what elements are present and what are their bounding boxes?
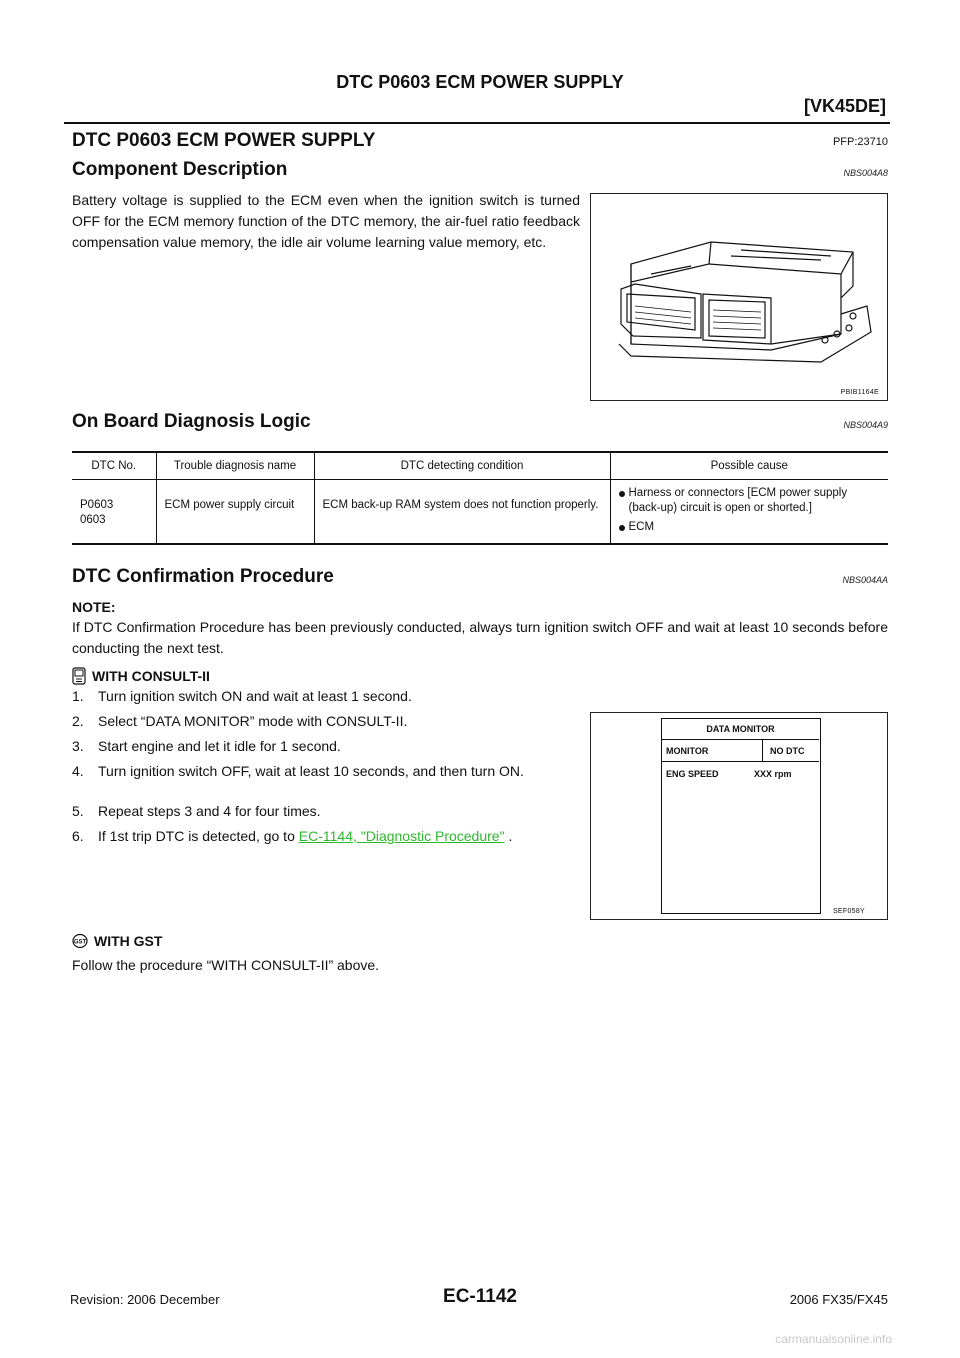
table-header-condition: DTC detecting condition — [314, 452, 610, 480]
diagnostic-procedure-link[interactable]: EC-1144, "Diagnostic Procedure" — [298, 828, 505, 844]
ecm-illustration — [591, 194, 887, 400]
note-label: NOTE: — [72, 599, 116, 615]
cell-dtc-no — [72, 480, 156, 545]
obd-code: NBS004A9 — [843, 420, 888, 430]
footer-revision: Revision: 2006 December — [70, 1292, 220, 1307]
consult-label-row — [72, 667, 210, 685]
cell-cause — [610, 480, 888, 545]
cause-item — [619, 520, 883, 535]
section-title: DTC P0603 ECM POWER SUPPLY — [72, 130, 376, 151]
cell-name: ECM power supply circuit — [156, 480, 314, 545]
svg-text:GST: GST — [73, 939, 87, 946]
dtc-table — [72, 451, 888, 545]
monitor-item-value: XXX rpm — [754, 769, 792, 779]
confirm-code: NBS004AA — [842, 575, 888, 585]
ecm-figure-caption: PBIB1164E — [840, 389, 879, 396]
cause-text-2: ECM — [628, 521, 655, 533]
cause-text-1: Harness or connectors [ECM power supply (back-up) circuit is open or shorted.] — [628, 487, 848, 514]
monitor-item-name: ENG SPEED — [666, 769, 719, 779]
monitor-screen — [661, 718, 821, 914]
table-header-dtc-no: DTC No. — [72, 452, 156, 480]
gst-tool-icon — [72, 933, 88, 949]
page-number: EC-1142 — [443, 1286, 517, 1307]
gst-label: WITH GST — [94, 933, 163, 949]
step-item: 5. Repeat steps 3 and 4 for four times. — [72, 803, 321, 819]
monitor-figure-caption: SEF058Y — [832, 908, 865, 915]
gst-label-row — [72, 933, 162, 949]
table-row — [72, 480, 888, 545]
monitor-status: NO DTC — [770, 746, 805, 756]
step-item: 4. Turn ignition switch OFF, wait at least 10 seconds, and then turn ON. — [72, 763, 524, 779]
step-item: 3. Start engine and let it idle for 1 second. — [72, 738, 341, 754]
dtc-code-line2: 0603 — [80, 514, 106, 526]
cause-item — [619, 486, 883, 516]
cell-condition: ECM back-up RAM system does not function properly. — [314, 480, 610, 545]
gst-text: Follow the procedure “WITH CONSULT-II” above. — [72, 957, 380, 973]
header-rule — [64, 122, 890, 124]
component-text: Battery voltage is supplied to the ECM even when the ignition switch is turned OFF for the ECM memory function of the DTC memory, the air-fuel ratio feedback compensation value memory, the idle air volume learning value memory, etc. — [72, 192, 580, 250]
note-text: If DTC Confirmation Procedure has been previously conducted, always turn ignition switch OFF and wait at least 10 seconds before conducting the next test. — [72, 619, 888, 656]
running-header-title: DTC P0603 ECM POWER SUPPLY — [336, 72, 624, 92]
monitor-title: DATA MONITOR — [706, 724, 775, 734]
component-code: NBS004A8 — [843, 168, 888, 178]
running-header-model: [VK45DE] — [803, 96, 886, 116]
step-item: 2. Select “DATA MONITOR” mode with CONSULT-II. — [72, 713, 408, 729]
consult-tool-icon — [72, 667, 86, 685]
table-header-name: Trouble diagnosis name — [156, 452, 314, 480]
step-item: 6. If 1st trip DTC is detected, go to EC-1144, "Diagnostic Procedure" . — [72, 828, 513, 844]
footer-model: 2006 FX35/FX45 — [789, 1292, 888, 1307]
obd-heading: On Board Diagnosis Logic — [72, 411, 311, 432]
bullet-icon — [619, 525, 625, 531]
component-heading: Component Description — [72, 159, 288, 180]
bullet-icon — [619, 491, 625, 497]
step-item: 1. Turn ignition switch ON and wait at least 1 second. — [72, 688, 412, 704]
data-monitor-figure — [590, 712, 888, 920]
monitor-col-label: MONITOR — [666, 746, 709, 756]
dtc-code-line1: P0603 — [80, 499, 114, 511]
watermark: carmanualsonline.info — [775, 1332, 892, 1346]
pfp-code: PFP:23710 — [832, 136, 888, 148]
consult-label: WITH CONSULT-II — [92, 668, 210, 684]
table-header-cause: Possible cause — [610, 452, 888, 480]
confirm-heading: DTC Confirmation Procedure — [72, 566, 334, 587]
ecm-figure — [590, 193, 888, 401]
